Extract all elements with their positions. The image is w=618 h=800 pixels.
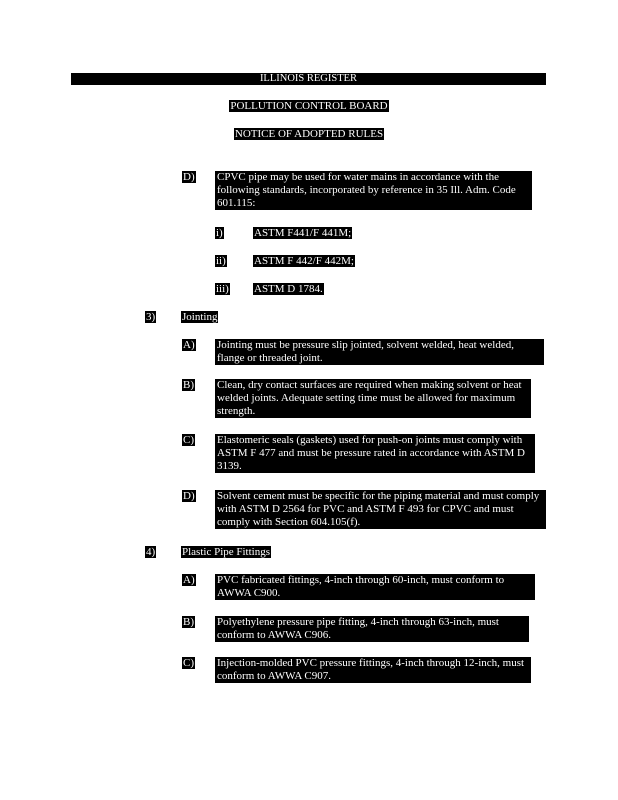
item-marker <box>182 657 195 670</box>
subitem-text <box>253 283 324 296</box>
register-title: ILLINOIS REGISTER <box>71 73 546 85</box>
item-text: PVC fabricated fittings, 4-inch through 60-inch, must conform to AWWA C900. <box>215 574 535 600</box>
item-text: CPVC pipe may be used for water mains in accordance with the following standards, incorporated by reference in 35 Ill. Adm. Code 601.115: <box>215 171 532 210</box>
item-marker <box>182 574 196 587</box>
section-title-label: Plastic Pipe Fittings <box>182 546 271 558</box>
item-text: Clean, dry contact surfaces are required when making solvent or heat welded joints. Adequate setting time must be allowed for maximum strength. <box>215 379 531 418</box>
board-title-wrap <box>0 100 618 113</box>
item-marker-label: D) <box>183 490 195 502</box>
board-title: POLLUTION CONTROL BOARD <box>230 100 388 112</box>
notice-title-wrap <box>0 128 618 141</box>
item-text: Polyethylene pressure pipe fitting, 4-inch through 63-inch, must conform to AWWA C906. <box>215 616 529 642</box>
subitem-marker <box>215 227 224 240</box>
subitem-marker <box>215 283 230 296</box>
subitem-text <box>253 255 355 268</box>
item-marker <box>182 434 195 447</box>
item-text: Jointing must be pressure slip jointed, solvent welded, heat welded, flange or threaded joint. <box>215 339 544 365</box>
item-marker-label: C) <box>183 657 194 669</box>
section-title <box>181 311 218 324</box>
item-text: Solvent cement must be specific for the piping material and must comply with ASTM D 2564 for PVC and ASTM F 493 for CPVC and must comply with Section 604.105(f). <box>215 490 546 529</box>
item-marker-label: D) <box>183 171 195 183</box>
subitem-text-label: ASTM D 1784. <box>254 283 323 295</box>
section-marker <box>145 311 156 324</box>
subitem-marker-label: ii) <box>216 255 226 267</box>
item-marker-label: A) <box>183 574 195 586</box>
section-title-label: Jointing <box>182 311 218 323</box>
item-marker-label: A) <box>183 339 195 351</box>
subitem-text <box>253 227 352 240</box>
item-text: Elastomeric seals (gaskets) used for push-on joints must comply with ASTM F 477 and must be pressure rated in accordance with ASTM D 3139. <box>215 434 535 473</box>
section-marker-label: 4) <box>146 546 156 558</box>
subitem-marker <box>215 255 227 268</box>
subitem-text-label: ASTM F441/F 441M; <box>254 227 352 239</box>
item-marker-label: B) <box>183 616 194 628</box>
item-text: Injection-molded PVC pressure fittings, 4-inch through 12-inch, must conform to AWWA C907. <box>215 657 531 683</box>
section-marker <box>145 546 156 559</box>
notice-title: NOTICE OF ADOPTED RULES <box>234 128 384 140</box>
item-marker-label: C) <box>183 434 194 446</box>
item-marker-label: B) <box>183 379 194 391</box>
subitem-marker-label: iii) <box>216 283 229 295</box>
section-marker-label: 3) <box>146 311 156 323</box>
item-marker <box>182 616 195 629</box>
item-marker <box>182 339 196 352</box>
subitem-marker-label: i) <box>216 227 223 239</box>
section-title <box>181 546 271 559</box>
item-marker <box>182 379 195 392</box>
item-marker <box>182 490 196 503</box>
item-marker <box>182 171 196 184</box>
subitem-text-label: ASTM F 442/F 442M; <box>254 255 354 267</box>
